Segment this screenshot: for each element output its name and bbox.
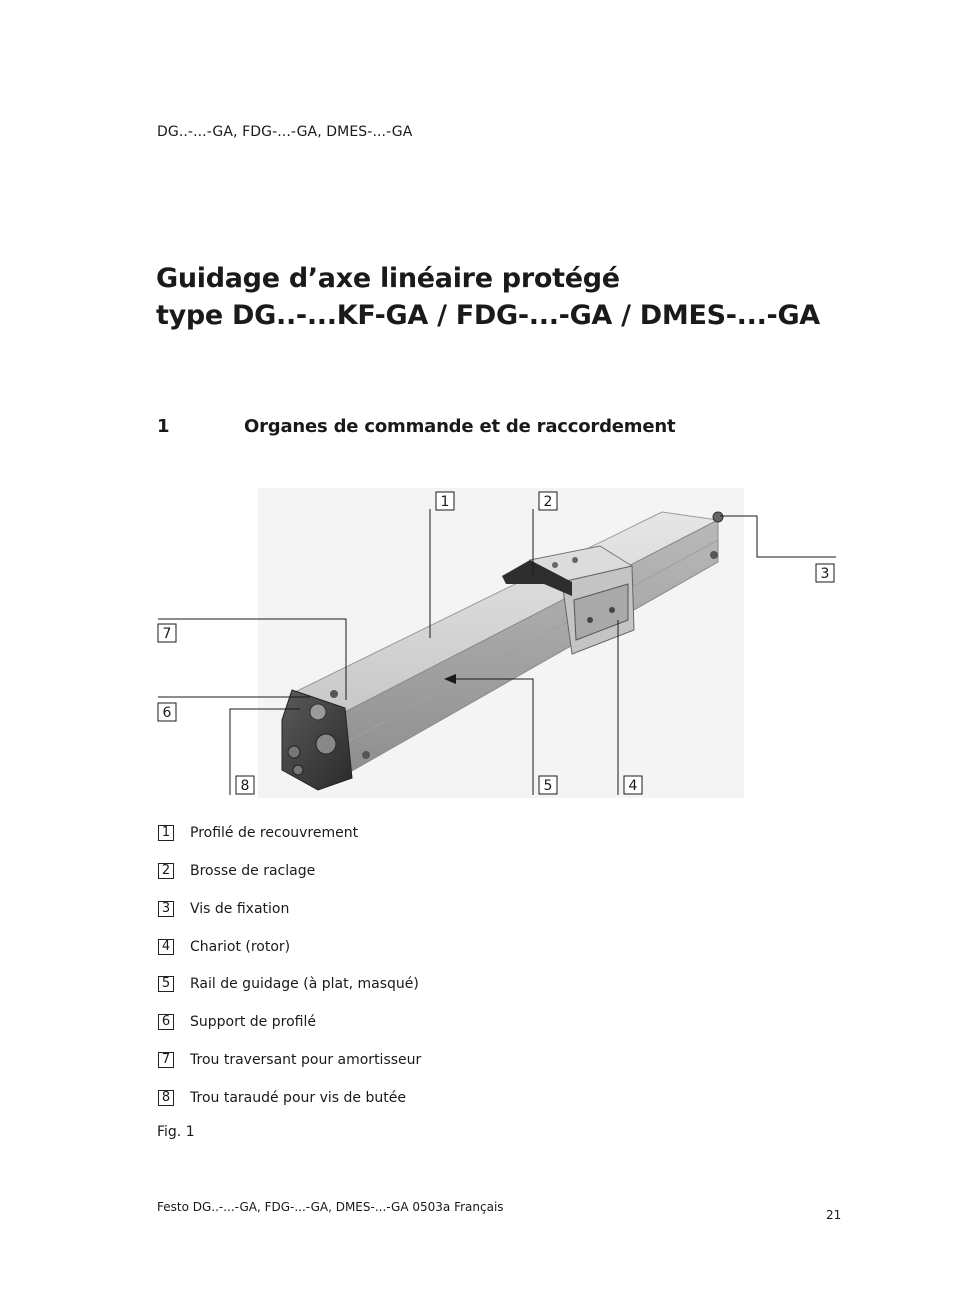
page-number: 21 [826,1208,842,1222]
callout-6 [158,703,176,721]
legend-text: Support de profilé [190,1014,316,1030]
running-header: DG..-...-GA, FDG-...-GA, DMES-...-GA [157,124,413,140]
legend-number: 5 [158,976,174,992]
svg-text:4: 4 [628,778,638,794]
legend-item [158,1088,406,1108]
callout-7 [158,624,176,642]
page-title [156,260,820,334]
linear-axis-figure [150,480,850,810]
legend-number: 4 [158,939,174,955]
legend-item [158,1012,316,1032]
svg-text:6: 6 [162,705,172,721]
legend-item [158,974,419,994]
legend-number: 1 [158,825,174,841]
legend-item [158,899,289,919]
legend-number: 3 [158,901,174,917]
callout-1 [436,492,454,510]
legend-item [158,937,290,957]
legend-text: Rail de guidage (à plat, masqué) [190,976,419,992]
callout-8 [236,776,254,794]
title-line-1: Guidage d’axe linéaire protégé [156,263,620,294]
legend-item [158,823,358,843]
svg-text:2: 2 [543,494,553,510]
svg-text:8: 8 [240,778,250,794]
svg-text:3: 3 [820,566,830,582]
legend-text: Vis de fixation [190,901,290,917]
figure-caption: Fig. 1 [157,1124,195,1140]
legend-number: 8 [158,1090,174,1106]
callout-2 [539,492,557,510]
legend-number: 2 [158,863,174,879]
footer-text: Festo DG..-...-GA, FDG-...-GA, DMES-...-GA 0503a Français [157,1200,504,1214]
legend-number: 6 [158,1014,174,1030]
section-number: 1 [157,416,170,437]
callout-4 [624,776,642,794]
legend-text: Trou taraudé pour vis de butée [190,1090,406,1106]
title-line-2: type DG..-...KF-GA / FDG-...-GA / DMES-...-GA [156,300,820,331]
callout-5 [539,776,557,794]
legend-text: Brosse de raclage [190,863,316,879]
svg-text:7: 7 [162,626,172,642]
legend-item [158,1050,421,1070]
svg-text:5: 5 [543,778,553,794]
legend-text: Chariot (rotor) [190,939,291,955]
legend-item [158,861,315,881]
section-title: Organes de commande et de raccordement [244,416,676,437]
legend-number: 7 [158,1052,174,1068]
legend-text: Trou traversant pour amortisseur [190,1052,422,1068]
callout-3 [816,564,834,582]
legend-text: Profilé de recouvrement [190,825,359,841]
svg-text:1: 1 [440,494,450,510]
